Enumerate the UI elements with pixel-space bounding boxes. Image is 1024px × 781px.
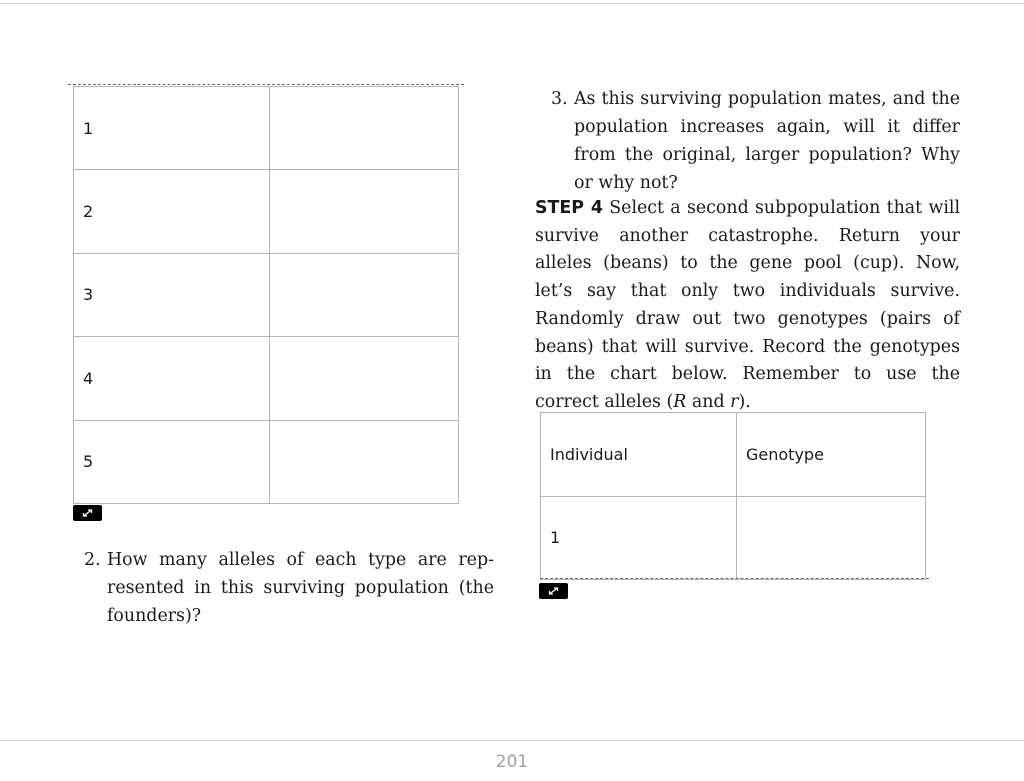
- table-row: [74, 337, 459, 420]
- conjunction: and: [686, 391, 731, 412]
- expand-arrows-icon: [547, 586, 560, 596]
- row-value-cell: [270, 337, 459, 420]
- allele-dominant: R: [673, 391, 687, 412]
- expand-table-button[interactable]: [73, 505, 102, 521]
- question-number: 3.: [551, 89, 568, 109]
- row-index-cell: 5: [74, 420, 270, 503]
- table-top-dashed-border: [68, 84, 464, 85]
- step-4-paragraph: [535, 195, 960, 417]
- question-2: [84, 546, 494, 630]
- row-value-cell: [270, 253, 459, 336]
- closing-punctuation: ).: [738, 391, 751, 412]
- question-text: How many alleles of each type are represented in this surviving population (the founders)?: [107, 550, 494, 626]
- genotype-cell: [737, 496, 926, 580]
- row-index-cell: 4: [74, 337, 270, 420]
- question-number: 2.: [84, 550, 101, 570]
- bottom-divider: [0, 740, 1024, 741]
- question-text: As this surviving population mates, and the population increases again, will it differ from the original, larger population? Why or why not?: [574, 89, 960, 193]
- top-divider: [0, 3, 1024, 4]
- table-row: [74, 253, 459, 336]
- table-row: [74, 420, 459, 503]
- question-3: [551, 85, 960, 197]
- expand-arrows-icon: [81, 508, 94, 518]
- row-value-cell: [270, 170, 459, 253]
- step-label: STEP 4: [535, 198, 603, 218]
- founders-table: [73, 86, 459, 504]
- step-text: Select a second subpopulation that will survive another catastrophe. Return your alleles (beans) to the gene pool (cup). Now, let’s say that only two individuals survive. Randomly draw out two genotypes (pairs of beans) that will survive. Record the genotypes in the chart below. Remember to use the correct alleles (: [535, 198, 961, 412]
- row-index-cell: 2: [74, 170, 270, 253]
- allele-recessive: r: [730, 391, 739, 412]
- table-row: [541, 496, 926, 580]
- table-bottom-dashed-border: [540, 578, 929, 579]
- expand-table-button[interactable]: [539, 583, 568, 599]
- page-number: 201: [495, 752, 529, 772]
- table-header-row: [541, 413, 926, 497]
- row-index-cell: 1: [74, 87, 270, 170]
- row-index-cell: 3: [74, 253, 270, 336]
- header-individual: Individual: [541, 413, 737, 497]
- row-value-cell: [270, 87, 459, 170]
- table-row: [74, 87, 459, 170]
- genotype-table: [540, 412, 926, 580]
- table-row: [74, 170, 459, 253]
- row-value-cell: [270, 420, 459, 503]
- header-genotype: Genotype: [737, 413, 926, 497]
- individual-cell: 1: [541, 496, 737, 580]
